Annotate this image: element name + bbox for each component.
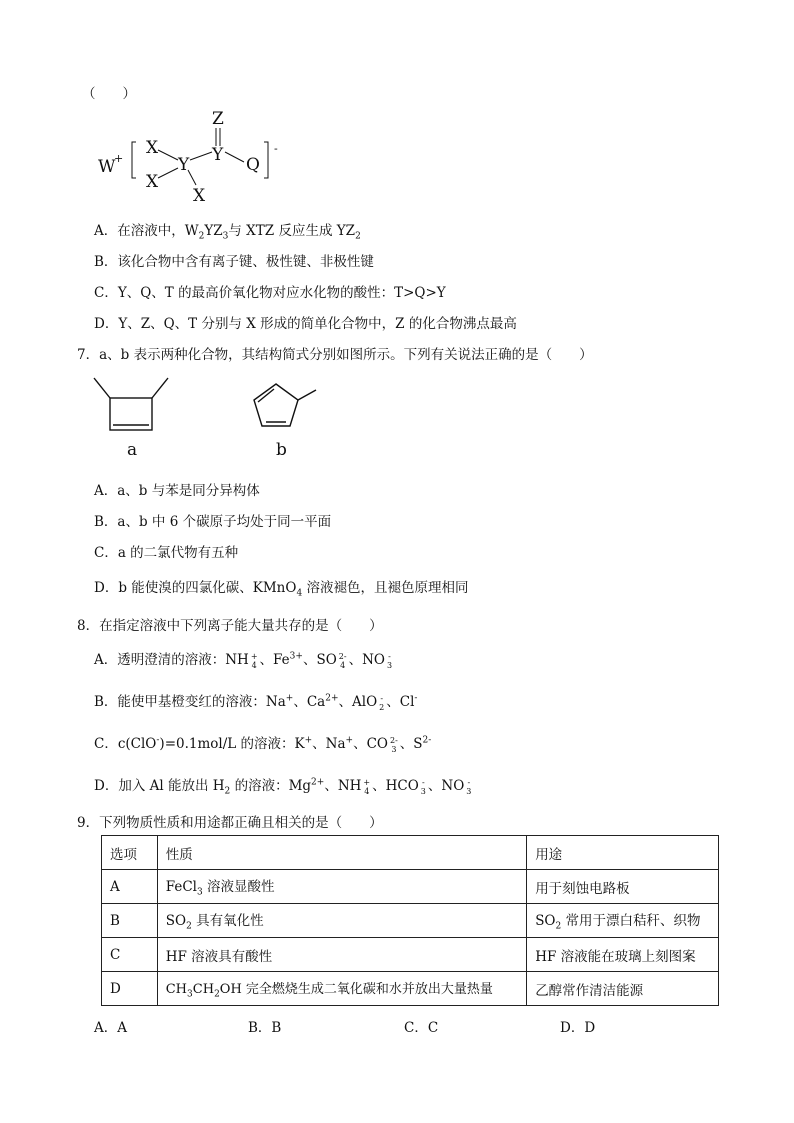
header-use: 用途 [527, 836, 719, 870]
struct-charge: - [274, 142, 278, 155]
table-header-row [102, 836, 719, 870]
label-a: a [127, 440, 138, 460]
table-row: A FeCl$_3$ 溶液显酸性 用于刻蚀电路板 [102, 870, 719, 904]
label-b: b [276, 440, 287, 460]
q8-stem: 8．在指定溶液中下列离子能大量共存的是（ ） [77, 618, 383, 634]
q6-option-d[interactable]: D．Y、Z、Q、T 分别与 X 形成的简单化合物中，Z 的化合物沸点最高 [94, 316, 517, 332]
q7-option-c[interactable]: C．a 的二氯代物有五种 [94, 545, 239, 561]
struct-z: Z [212, 109, 224, 129]
q6-option-b[interactable]: B．该化合物中含有离子键、极性键、非极性键 [94, 254, 374, 270]
q6-option-c[interactable]: C．Y、Q、T 的最高价氧化物对应水化物的酸性：T>Q>Y [94, 285, 446, 301]
header-property: 性质 [157, 836, 526, 870]
q7-structures [88, 370, 328, 460]
struct-y2: Y [212, 145, 224, 165]
q8-option-d[interactable]: D．加入 Al 能放出 $H_2$ 的溶液：$Mg^{2+}$、NH + 4 、HCO - 3 、NO - 3 [94, 777, 472, 797]
q7-option-a[interactable]: A．a、b 与苯是同分异构体 [94, 483, 260, 499]
q9-table [101, 835, 719, 1006]
q9-choice-b[interactable]: B．B [248, 1020, 282, 1036]
table-row: D $CH_3CH_2OH$ 完全燃烧生成二氧化碳和水并放出大量热量 乙醇常作清洁能源 [102, 972, 719, 1006]
q6-structure-diagram [96, 108, 296, 208]
q6-answer-blank: （ ） [82, 86, 136, 102]
struct-x1: X [146, 138, 159, 158]
struct-q: Q [246, 155, 260, 175]
q8-option-a[interactable]: A．透明澄清的溶液：NH + 4 、$Fe^{3+}$、SO 2- 4 、NO - 3 [94, 651, 393, 670]
q7-stem: 7．a、b 表示两种化合物，其结构简式分别如图所示。下列有关说法正确的是（ ） [77, 347, 593, 363]
q8-option-b[interactable]: B．能使甲基橙变红的溶液：Na+、$Ca^{2+}$、AlO - 2 、Cl- [94, 693, 418, 712]
struct-w: W [98, 157, 116, 177]
struct-x2: X [146, 172, 159, 192]
q9-choice-d[interactable]: D．D [560, 1020, 596, 1036]
struct-w-charge: + [114, 152, 124, 165]
table-row: B $SO_2$ 具有氧化性 $SO_2$ 常用于漂白秸秆、织物 [102, 904, 719, 938]
struct-x3: X [193, 186, 206, 206]
struct-y1: Y [178, 155, 190, 175]
header-option: 选项 [102, 836, 158, 870]
q9-choice-c[interactable]: C．C [404, 1020, 439, 1036]
q7-option-d[interactable]: D．b 能使溴的四氯化碳、KMnO$_4$ 溶液褪色，且褪色原理相同 [94, 580, 469, 599]
q7-option-b[interactable]: B．a、b 中 6 个碳原子均处于同一平面 [94, 514, 332, 530]
q9-choice-a[interactable]: A．A [94, 1020, 127, 1036]
q9-stem: 9．下列物质性质和用途都正确且相关的是（ ） [77, 815, 383, 831]
q6-option-a[interactable]: A．在溶液中，$W_2YZ_3$与 XTZ 反应生成 $YZ_2$ [94, 223, 361, 242]
q9-choices [94, 1016, 595, 1036]
table-row: C HF 溶液具有酸性 HF 溶液能在玻璃上刻图案 [102, 938, 719, 972]
q8-option-c[interactable]: C．c(ClO-)=0.1mol/L 的溶液：K+、Na+、CO 2- 3 、$S^{2-}$ [94, 735, 432, 754]
